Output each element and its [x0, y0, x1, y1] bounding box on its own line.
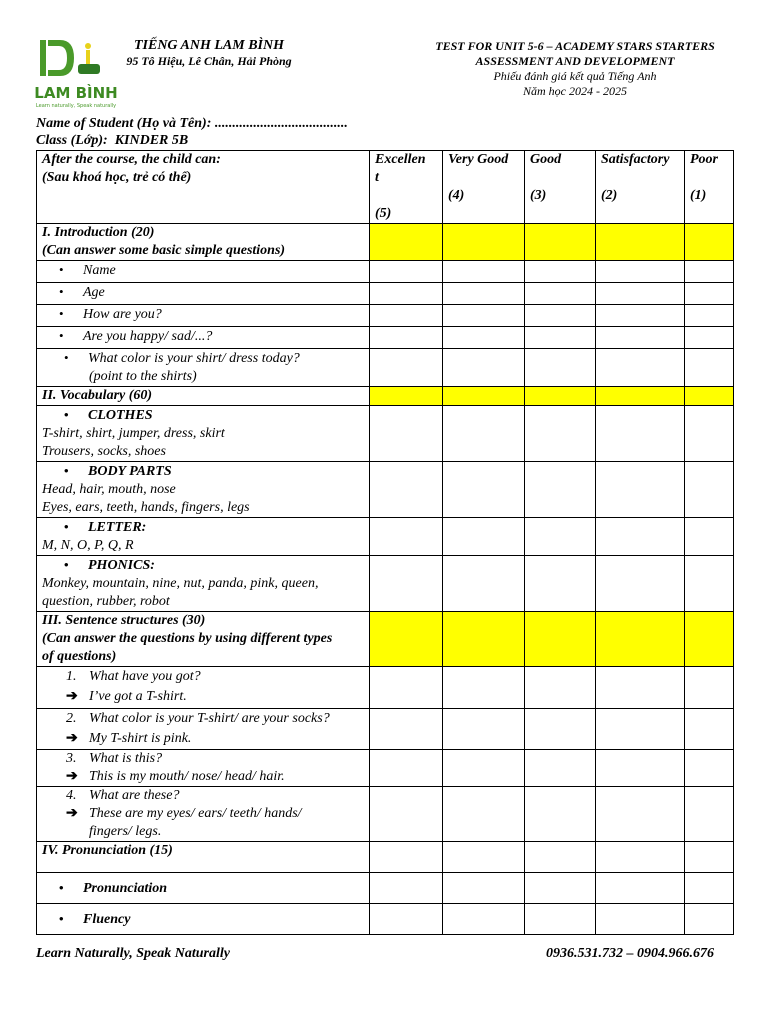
score-cell[interactable]	[685, 873, 734, 904]
score-cell[interactable]	[443, 787, 525, 842]
score-cell[interactable]	[370, 842, 443, 873]
score-cell[interactable]	[525, 387, 596, 406]
criterion-row	[37, 462, 734, 518]
score-cell[interactable]	[525, 667, 596, 709]
criterion-row	[37, 406, 734, 462]
test-title: TEST FOR UNIT 5-6 – ACADEMY STARS STARTERS	[435, 39, 715, 53]
score-cell[interactable]	[596, 261, 685, 283]
criterion-row	[37, 750, 734, 787]
score-cell[interactable]	[443, 327, 525, 349]
score-cell[interactable]	[443, 518, 525, 556]
score-cell[interactable]	[370, 305, 443, 327]
score-cell[interactable]	[443, 612, 525, 667]
score-cell[interactable]	[370, 873, 443, 904]
score-cell[interactable]	[685, 283, 734, 305]
criterion-row	[37, 709, 734, 750]
school-header	[114, 37, 304, 69]
score-cell[interactable]	[685, 842, 734, 873]
svg-text:LAM BÌNH: LAM BÌNH	[34, 84, 118, 102]
score-cell[interactable]	[370, 261, 443, 283]
score-cell[interactable]	[370, 327, 443, 349]
test-subtitle: ASSESSMENT AND DEVELOPMENT	[475, 54, 675, 68]
score-cell[interactable]	[525, 462, 596, 518]
score-cell[interactable]	[525, 283, 596, 305]
score-cell[interactable]	[596, 518, 685, 556]
score-cell[interactable]	[685, 261, 734, 283]
footer-phone: 0936.531.732 – 0904.966.676	[546, 946, 714, 961]
score-cell[interactable]	[685, 750, 734, 787]
score-cell[interactable]	[685, 787, 734, 842]
section-introduction: I. Introduction (20) (Can answer some basic simple questions)	[37, 224, 370, 261]
score-cell[interactable]	[596, 667, 685, 709]
score-cell[interactable]	[596, 787, 685, 842]
criterion-row	[37, 787, 734, 842]
score-cell[interactable]	[443, 873, 525, 904]
student-class-value: KINDER 5B	[114, 133, 189, 148]
score-cell[interactable]	[525, 305, 596, 327]
score-cell[interactable]	[685, 224, 734, 261]
section-pronunciation-row	[37, 842, 734, 873]
score-cell[interactable]	[685, 556, 734, 612]
school-name: TIẾNG ANH LAM BÌNH	[133, 38, 284, 53]
score-cell[interactable]	[443, 750, 525, 787]
score-cell[interactable]	[525, 787, 596, 842]
score-cell[interactable]	[596, 305, 685, 327]
criterion-shirt-color: • What color is your shirt/ dress today? (point to the shirts)	[37, 349, 370, 387]
score-cell[interactable]	[525, 327, 596, 349]
score-cell[interactable]	[525, 261, 596, 283]
score-cell[interactable]	[596, 406, 685, 462]
footer-slogan: Learn Naturally, Speak Naturally	[36, 946, 230, 961]
score-cell[interactable]	[443, 709, 525, 750]
score-cell[interactable]	[370, 612, 443, 667]
score-cell[interactable]	[370, 406, 443, 462]
score-cell[interactable]	[525, 750, 596, 787]
column-poor: Poor (1)	[685, 151, 734, 224]
column-good: Good (3)	[525, 151, 596, 224]
section-vocabulary: II. Vocabulary (60)	[37, 387, 370, 406]
section-vocabulary-row	[37, 387, 734, 406]
criterion-happy-sad: • Are you happy/ sad/...?	[37, 327, 370, 349]
section-introduction-row	[37, 224, 734, 261]
score-cell[interactable]	[370, 224, 443, 261]
score-cell[interactable]	[596, 709, 685, 750]
criterion-row	[37, 518, 734, 556]
score-cell[interactable]	[596, 556, 685, 612]
score-cell[interactable]	[596, 873, 685, 904]
score-cell[interactable]	[685, 904, 734, 935]
score-cell[interactable]	[443, 387, 525, 406]
section-pronunciation: IV. Pronunciation (15)	[37, 842, 370, 873]
criterion-row	[37, 327, 734, 349]
criterion-how-are-you: • How are you?	[37, 305, 370, 327]
score-cell[interactable]	[370, 349, 443, 387]
criterion-pronunciation: • Pronunciation	[37, 873, 370, 904]
criterion-age: • Age	[37, 283, 370, 305]
score-cell[interactable]	[525, 842, 596, 873]
column-excellent: Excellen t (5)	[370, 151, 443, 224]
student-info	[36, 115, 348, 149]
score-cell[interactable]	[596, 904, 685, 935]
score-cell[interactable]	[596, 387, 685, 406]
criterion-row	[37, 667, 734, 709]
question-3: 3. What is this? ➔ This is my mouth/ nose/ head/ hair.	[37, 750, 370, 787]
score-cell[interactable]	[596, 327, 685, 349]
score-cell[interactable]	[370, 556, 443, 612]
section-sentence-structures: III. Sentence structures (30) (Can answer the questions by using different types of questions)	[37, 612, 370, 667]
score-cell[interactable]	[370, 387, 443, 406]
score-cell[interactable]	[596, 283, 685, 305]
header-row	[37, 151, 734, 224]
score-cell[interactable]	[525, 904, 596, 935]
student-class-line: Class (Lớp): KINDER 5B	[36, 133, 189, 148]
school-logo	[30, 36, 122, 110]
score-cell[interactable]	[596, 750, 685, 787]
score-cell[interactable]	[443, 305, 525, 327]
score-cell[interactable]	[525, 709, 596, 750]
score-cell[interactable]	[443, 667, 525, 709]
column-very-good: Very Good (4)	[443, 151, 525, 224]
score-cell[interactable]	[596, 842, 685, 873]
score-cell[interactable]	[370, 750, 443, 787]
score-cell[interactable]	[596, 224, 685, 261]
score-cell[interactable]	[685, 327, 734, 349]
score-cell[interactable]	[685, 305, 734, 327]
school-address: 95 Tô Hiệu, Lê Chân, Hải Phòng	[126, 54, 292, 68]
score-cell[interactable]	[443, 224, 525, 261]
question-1: 1. What have you got? ➔ I’ve got a T-shirt.	[37, 667, 370, 709]
score-cell[interactable]	[443, 283, 525, 305]
column-satisfactory: Satisfactory (2)	[596, 151, 685, 224]
score-cell[interactable]	[370, 904, 443, 935]
score-cell[interactable]	[685, 387, 734, 406]
score-cell[interactable]	[443, 904, 525, 935]
score-cell[interactable]	[596, 462, 685, 518]
score-cell[interactable]	[525, 612, 596, 667]
score-cell[interactable]	[685, 709, 734, 750]
score-cell[interactable]	[525, 406, 596, 462]
score-cell[interactable]	[443, 349, 525, 387]
score-cell[interactable]	[370, 518, 443, 556]
score-cell[interactable]	[370, 709, 443, 750]
score-cell[interactable]	[370, 283, 443, 305]
question-4: 4. What are these? ➔ These are my eyes/ ears/ teeth/ hands/ fingers/ legs.	[37, 787, 370, 842]
score-cell[interactable]	[443, 842, 525, 873]
score-cell[interactable]	[443, 556, 525, 612]
criterion-row	[37, 261, 734, 283]
question-2: 2. What color is your T-shirt/ are your socks? ➔ My T-shirt is pink.	[37, 709, 370, 750]
header-criteria: After the course, the child can: (Sau khoá học, trẻ có thể)	[37, 151, 370, 224]
score-cell[interactable]	[685, 349, 734, 387]
criterion-row	[37, 349, 734, 387]
test-note: Phiếu đánh giá kết quả Tiếng Anh	[493, 69, 657, 83]
criterion-row	[37, 283, 734, 305]
criterion-row	[37, 873, 734, 904]
score-cell[interactable]	[525, 873, 596, 904]
criterion-clothes: • CLOTHES T-shirt, shirt, jumper, dress, skirt Trousers, socks, shoes	[37, 406, 370, 462]
assessment-table	[36, 150, 734, 935]
score-cell[interactable]	[370, 462, 443, 518]
svg-text:Learn naturally, Speak natural: Learn naturally, Speak naturally	[35, 103, 117, 109]
score-cell[interactable]	[370, 667, 443, 709]
criterion-fluency: • Fluency	[37, 904, 370, 935]
score-cell[interactable]	[685, 518, 734, 556]
score-cell[interactable]	[685, 406, 734, 462]
score-cell[interactable]	[525, 556, 596, 612]
score-cell[interactable]	[685, 462, 734, 518]
test-year: Năm học 2024 - 2025	[523, 84, 627, 98]
score-cell[interactable]	[525, 518, 596, 556]
student-name-line: Name of Student (Họ và Tên): ......................................	[36, 116, 348, 131]
criterion-body-parts: • BODY PARTS Head, hair, mouth, nose Eyes, ears, teeth, hands, fingers, legs	[37, 462, 370, 518]
score-cell[interactable]	[596, 612, 685, 667]
criterion-letter: • LETTER: M, N, O, P, Q, R	[37, 518, 370, 556]
score-cell[interactable]	[685, 612, 734, 667]
criterion-row	[37, 904, 734, 935]
criterion-row	[37, 556, 734, 612]
criterion-name: • Name	[37, 261, 370, 283]
section-sentence-row	[37, 612, 734, 667]
score-cell[interactable]	[370, 787, 443, 842]
test-header	[400, 39, 750, 99]
score-cell[interactable]	[525, 224, 596, 261]
criterion-phonics: • PHONICS: Monkey, mountain, nine, nut, panda, pink, queen, question, rubber, robot	[37, 556, 370, 612]
score-cell[interactable]	[443, 462, 525, 518]
score-cell[interactable]	[443, 261, 525, 283]
criterion-row	[37, 305, 734, 327]
score-cell[interactable]	[685, 667, 734, 709]
score-cell[interactable]	[525, 349, 596, 387]
score-cell[interactable]	[596, 349, 685, 387]
score-cell[interactable]	[443, 406, 525, 462]
